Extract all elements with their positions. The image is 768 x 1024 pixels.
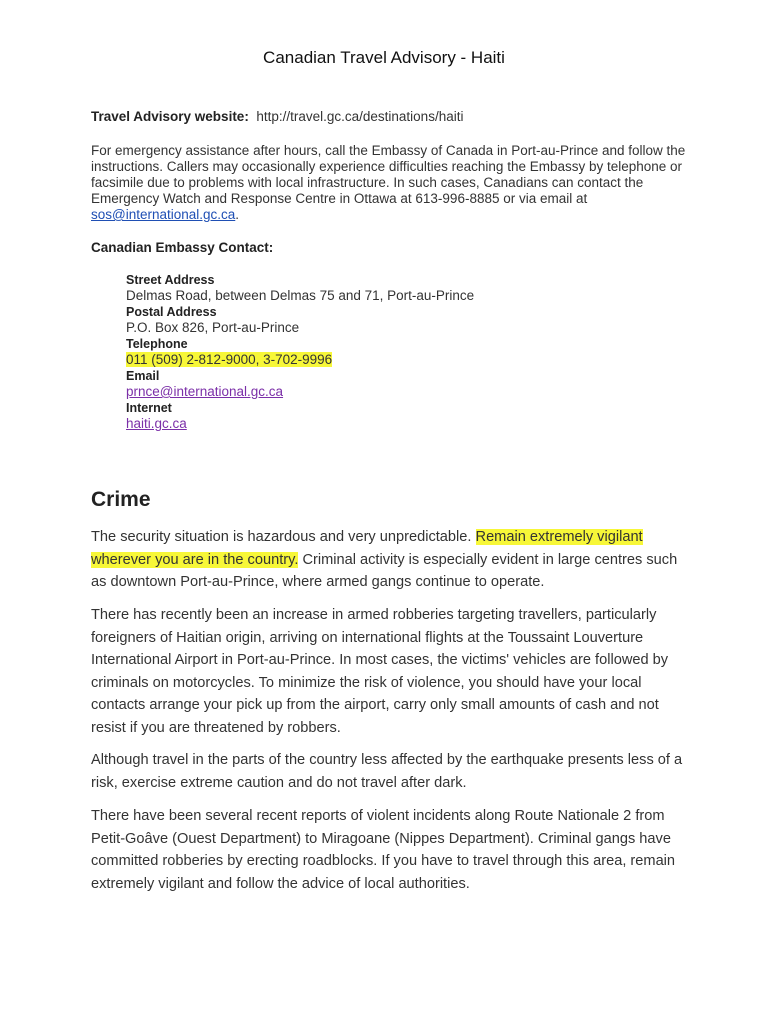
street-label: Street Address	[126, 273, 215, 287]
crime-p1-highlight: Remain extremely vigilant wherever you are in the country.	[91, 529, 643, 568]
crime-heading: Crime	[91, 488, 151, 511]
postal-label: Postal Address	[126, 305, 217, 319]
email-label: Email	[126, 369, 160, 383]
postal-value: P.O. Box 826, Port-au-Prince	[126, 320, 300, 335]
telephone-label: Telephone	[126, 337, 188, 351]
emergency-period: .	[235, 207, 240, 222]
internet-label: Internet	[126, 401, 172, 415]
crime-p1-intro: The security situation is hazardous and very unpredictable.	[91, 529, 472, 545]
embassy-website-link[interactable]: haiti.gc.ca	[126, 416, 187, 431]
page-title: Canadian Travel Advisory - Haiti	[263, 48, 505, 67]
telephone-value: 011 (509) 2-812-9000, 3-702-9996	[126, 352, 333, 367]
crime-paragraph-3: Although travel in the parts of the country less affected by the earthquake presents less of a risk, exercise extreme caution and do not travel after dark.	[91, 752, 683, 791]
street-value: Delmas Road, between Delmas 75 and 71, Port-au-Prince	[126, 288, 475, 303]
embassy-email-link[interactable]: prnce@international.gc.ca	[126, 384, 284, 399]
contact-block	[126, 272, 474, 432]
website-url[interactable]: http://travel.gc.ca/destinations/haiti	[256, 109, 464, 124]
crime-paragraph-2: There has recently been an increase in armed robberies targeting travellers, particularly foreigners of Haitian origin, arriving on international flights at the Toussaint Louverture International Airport in Port-au-Prince. In most cases, the victims' vehicles are followed by criminals on motorcycles. To minimize the risk of violence, you should have your local contacts arrange your pick up from the airport, carry only small amounts of cash and not resist if you are threatened by robbers.	[91, 607, 669, 736]
emergency-email-link[interactable]: sos@international.gc.ca	[91, 207, 236, 222]
crime-paragraph-1	[91, 526, 691, 594]
emergency-paragraph	[91, 143, 691, 223]
website-label: Travel Advisory website:	[91, 109, 249, 124]
crime-p1-rest: Criminal activity is especially evident in large centres such as downtown Port-au-Prince, where armed gangs continue to operate.	[91, 551, 678, 590]
crime-paragraph-4: There have been several recent reports of violent incidents along Route Nationale 2 from Petit-Goâve (Ouest Department) to Miragoane (Nippes Department). Criminal gangs have committed robberies by erecting roadblocks. If you have to travel through this area, remain extremely vigilant and follow the advice of local authorities.	[91, 808, 676, 892]
emergency-text: For emergency assistance after hours, call the Embassy of Canada in Port-au-Prince and follow the instructions. Callers may occasionally experience difficulties reaching the Embassy by telephone or facsimile due to problems with local infrastructure. In such cases, Canadians can contact the Emergency Watch and Response Centre in Ottawa at 613-996-8885 or via email at	[91, 143, 686, 206]
embassy-heading: Canadian Embassy Contact:	[91, 240, 274, 255]
website-line	[91, 109, 463, 125]
